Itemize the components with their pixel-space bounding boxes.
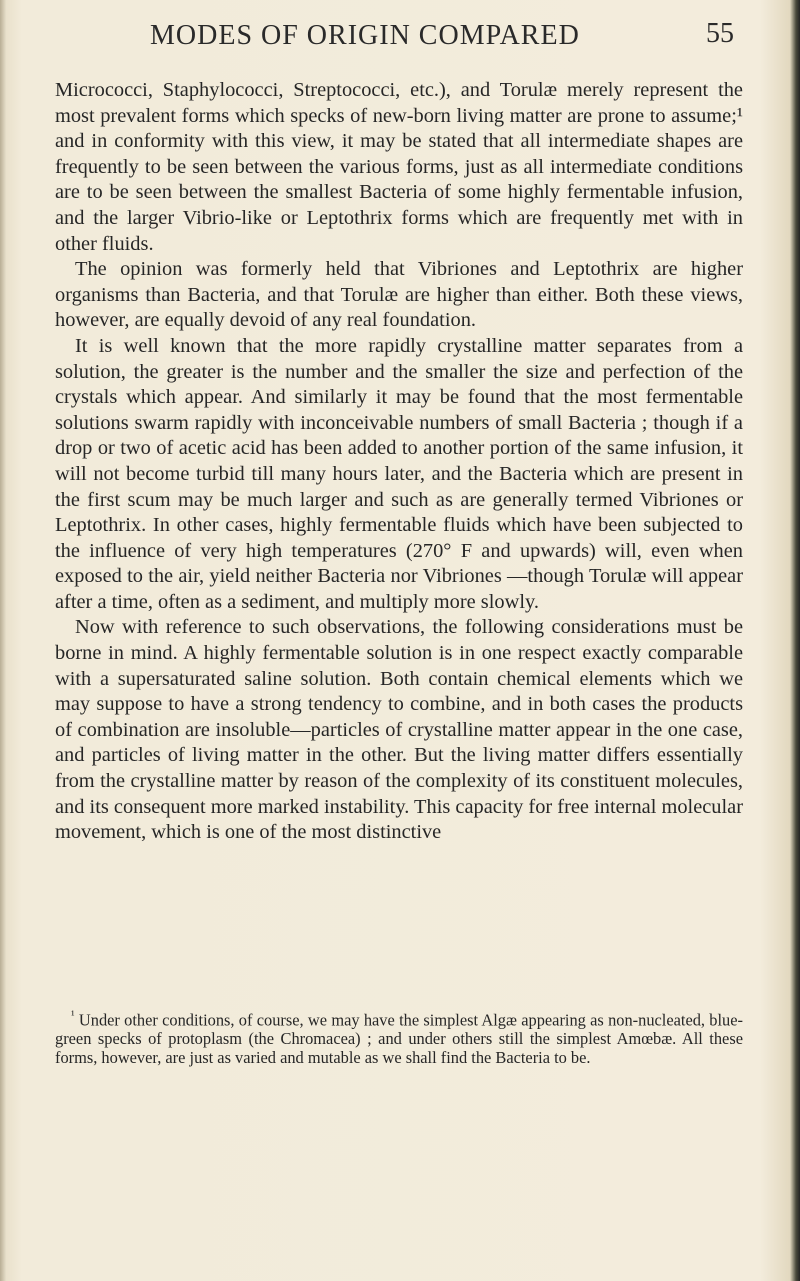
footnote-marker: ¹ xyxy=(71,1008,75,1022)
body-text xyxy=(55,78,743,846)
paragraph: Now with reference to such observations, the following considerations must be borne in mind. A highly fermentable solution is in one respect exactly comparable with a supersaturated saline solution. Both contain chemical elements which we may suppose to have a strong tendency to combine, and in both cases the products of combination are insoluble—particles of crystalline matter appear in the one case, and particles of living matter in the other. But the living matter differs essentially from the crystalline matter by reason of the complexity of its constituent molecules, and its consequent more marked instability. This capacity for free internal molecular movement, which is one of the most distinctive xyxy=(55,616,743,844)
paragraph: It is well known that the more rapidly crystalline matter separates from a solution, the greater is the number and the smaller the size and perfection of the crystals which appear. And similarly it may be found that the most fermentable solutions swarm rapidly with inconceivable numbers of small Bacteria ; though if a drop or two of acetic acid has been added to another portion of the same infusion, it will not become turbid till many hours later, and the Bacteria which are present in the first scum may be much larger and such as are generally termed Vibriones or Leptothrix. In other cases, highly fermentable fluids which have been subjected to the influence of very high temperatures (270° F and upwards) will, even when exposed to the air, yield neither Bacteria nor Vibriones —though Torulæ will appear after a time, often as a sediment, and multiply more slowly. xyxy=(55,334,743,613)
paragraph: The opinion was formerly held that Vibriones and Leptothrix are higher organisms than Bacteria, and that Torulæ are higher than either. Both these views, however, are equally devoid of any real foundation. xyxy=(55,258,743,332)
page-header xyxy=(0,10,800,60)
page-number: 55 xyxy=(706,18,734,49)
page-gutter xyxy=(0,0,6,1281)
paragraph-continued: Micrococci, Staphylococci, Streptococci, etc.), and Torulæ merely represent the most prevalent forms which specks of new-born living matter are prone to assume;¹ and in conformity with this view, it may be stated that all intermediate shapes are frequently to be seen between the various forms, just as all intermediate conditions are to be seen between the smallest Bacteria of some highly fermentable infusion, and the larger Vibrio-like or Leptothrix forms which are frequently met with in other fluids. xyxy=(55,79,743,255)
footnote-text: Under other conditions, of course, we may have the simplest Algæ appearing as non-nucleated, blue-green specks of protoplasm (the Chromacea) ; and under others still the simplest Amœbæ. All these forms, however, are just as varied and mutable as we shall find the Bacteria to be. xyxy=(55,1010,743,1068)
footnote xyxy=(55,1006,743,1068)
running-title: MODES OF ORIGIN COMPARED xyxy=(150,20,580,51)
